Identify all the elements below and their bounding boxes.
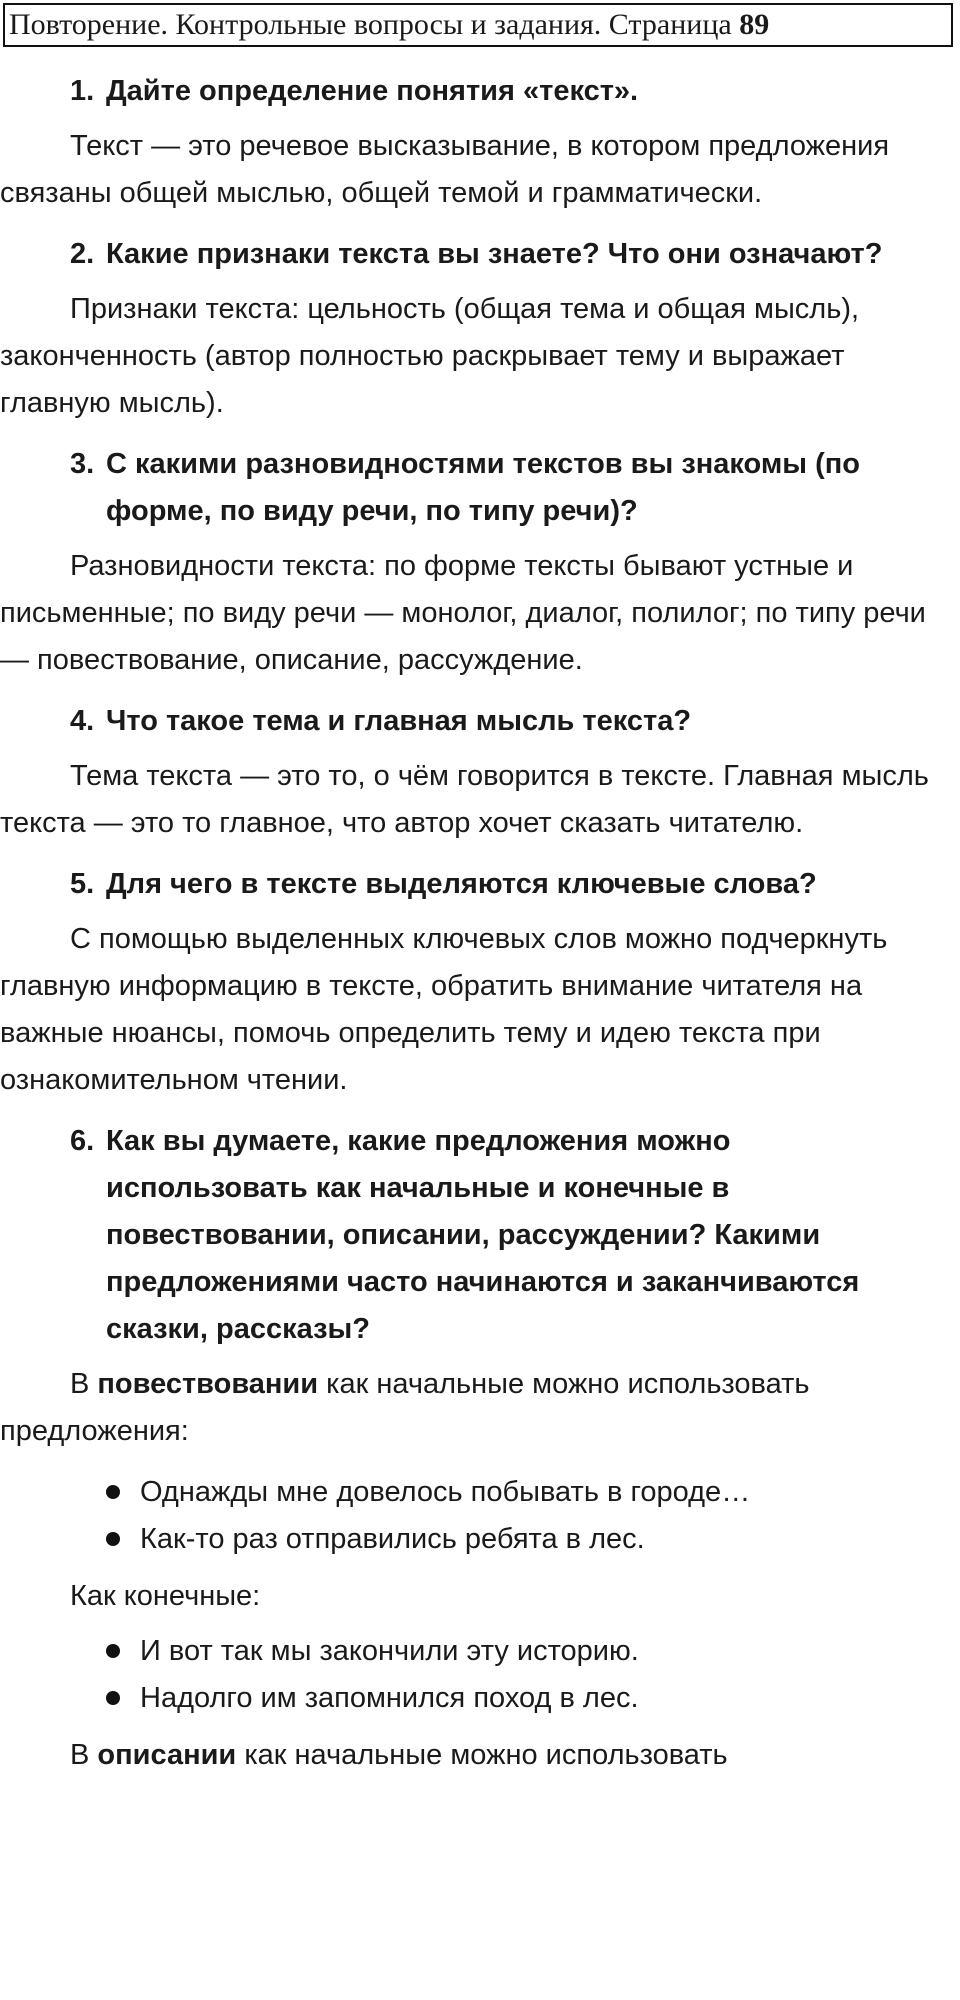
answer-6-description-intro bbox=[0, 1732, 960, 1779]
answer-6-narration-intro bbox=[0, 1361, 960, 1455]
question-text: Дайте определение понятия «текст». bbox=[106, 75, 639, 107]
question-number: 5. bbox=[70, 868, 95, 900]
list-item bbox=[0, 1516, 960, 1563]
answer-2: Признаки текста: цельность (общая тема и общая мысль), законченность (автор полностью раскрывает тему и выражает главную мысль). bbox=[0, 293, 860, 419]
question-4 bbox=[0, 698, 960, 745]
header-page-number: 89 bbox=[739, 8, 770, 41]
question-number: 1. bbox=[70, 75, 95, 107]
question-text: Что такое тема и главная мысль текста? bbox=[106, 705, 692, 737]
bullet-icon bbox=[106, 1691, 120, 1705]
answer-4: Тема текста — это то, о чём говорится в тексте. Главная мысль текста — это то главное, что автор хочет сказать читателю. bbox=[0, 760, 929, 839]
bullet-icon bbox=[106, 1644, 120, 1658]
question-number: 3. bbox=[70, 448, 95, 480]
list-item-text: Однажды мне довелось побывать в городе… bbox=[140, 1476, 751, 1508]
description-suffix: как начальные можно использовать bbox=[244, 1739, 728, 1771]
narration-prefix: В bbox=[70, 1368, 90, 1400]
bullet-icon bbox=[106, 1485, 120, 1499]
question-number: 2. bbox=[70, 238, 95, 270]
question-number: 4. bbox=[70, 705, 95, 737]
question-text: Какие признаки текста вы знаете? Что они означают? bbox=[106, 238, 883, 270]
narration-keyword: повествовании bbox=[97, 1368, 319, 1400]
narration-start-list bbox=[0, 1469, 960, 1563]
question-text: С какими разновидностями текстов вы знакомы (по форме, по виду речи, по типу речи)? bbox=[106, 448, 861, 527]
list-item bbox=[0, 1469, 960, 1516]
description-prefix: В bbox=[70, 1739, 90, 1771]
question-2 bbox=[0, 231, 960, 278]
answer-3: Разновидности текста: по форме тексты бывают устные и письменные; по виду речи — монолог, диалог, полилог; по типу речи — повествование, описание, рассуждение. bbox=[0, 550, 926, 676]
final-label: Как конечные: bbox=[70, 1580, 261, 1612]
question-5 bbox=[0, 861, 960, 908]
list-item-text: Как-то раз отправились ребята в лес. bbox=[140, 1523, 645, 1555]
question-number: 6. bbox=[70, 1125, 95, 1157]
narration-suffix: как начальные можно использовать предложения: bbox=[0, 1368, 810, 1447]
list-item bbox=[0, 1675, 960, 1722]
question-1 bbox=[0, 68, 960, 115]
question-6 bbox=[0, 1118, 960, 1353]
answer-5: С помощью выделенных ключевых слов можно подчеркнуть главную информацию в тексте, обратить внимание читателя на важные нюансы, помочь определить тему и идею текста при ознакомительном чтении. bbox=[0, 923, 888, 1096]
list-item bbox=[0, 1628, 960, 1675]
header-title: Повторение. Контрольные вопросы и задания. Страница bbox=[9, 8, 732, 41]
list-item-text: И вот так мы закончили эту историю. bbox=[140, 1635, 639, 1667]
question-text: Как вы думаете, какие предложения можно использовать как начальные и конечные в повествовании, описании, рассуждении? Какими предложениями часто начинаются и заканчиваются сказки, рассказы? bbox=[106, 1125, 860, 1345]
page-content bbox=[0, 60, 960, 1793]
answer-1: Текст — это речевое высказывание, в котором предложения связаны общей мыслью, общей темой и грамматически. bbox=[0, 130, 890, 209]
narration-end-list bbox=[0, 1628, 960, 1722]
page-header bbox=[3, 3, 953, 47]
description-keyword: описании bbox=[97, 1739, 237, 1771]
question-text: Для чего в тексте выделяются ключевые слова? bbox=[106, 868, 817, 900]
bullet-icon bbox=[106, 1532, 120, 1546]
list-item-text: Надолго им запомнился поход в лес. bbox=[140, 1682, 639, 1714]
question-3 bbox=[0, 441, 960, 535]
